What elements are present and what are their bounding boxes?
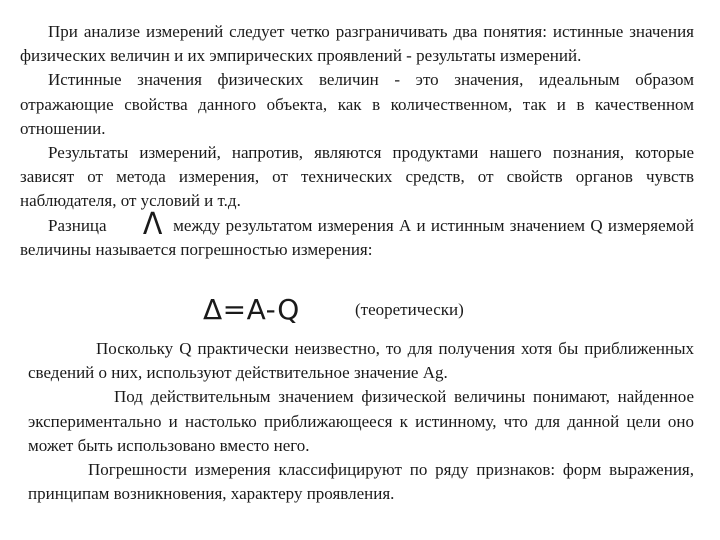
upper-text-block xyxy=(20,20,694,262)
paragraph-measurement-results: Результаты измерений, напротив, являются продуктами нашего познания, которые зависят от метода измерения, от технических средств, от свойств органов чувств наблюдателя, от условий и т.д. xyxy=(20,143,694,211)
lower-text-block xyxy=(28,337,694,506)
paragraph-actual-value: Поскольку Q практически неизвестно, то для получения хотя бы приближенных сведений о них, используют действительное значение Ag. xyxy=(28,339,694,383)
paragraph-error-classification: Погрешности измерения классифицируют по ряду признаков: форм выражения, принципам возникновения, характеру проявления. xyxy=(28,460,694,504)
paragraph-difference xyxy=(20,206,694,262)
paragraph-concepts: При анализе измерений следует четко разграничивать два понятия: истинные значения физических величин и их эмпирических проявлений - результаты измерений. xyxy=(20,22,694,66)
paragraph-true-values: Истинные значения физических величин - это значения, идеальным образом отражающие свойства данного объекта, как в количественном, так и в качественном отношении. xyxy=(20,70,694,138)
paragraph-actual-value-definition: Под действительным значением физической величины понимают, найденное экспериментально и настолько приближающееся к истинному, что для данной цели оно может быть использовано вместо него. xyxy=(28,387,694,455)
difference-text: между результатом измерения А и истинным значением Q измеряемой величины называется погрешностью измерения: xyxy=(20,215,694,259)
error-formula: Δ=A-Q xyxy=(203,293,300,326)
delta-symbol: Λ xyxy=(142,206,162,242)
formula-note: (теоретически) xyxy=(355,300,464,319)
formula-row xyxy=(0,290,720,330)
difference-lead: Разница xyxy=(48,215,107,235)
